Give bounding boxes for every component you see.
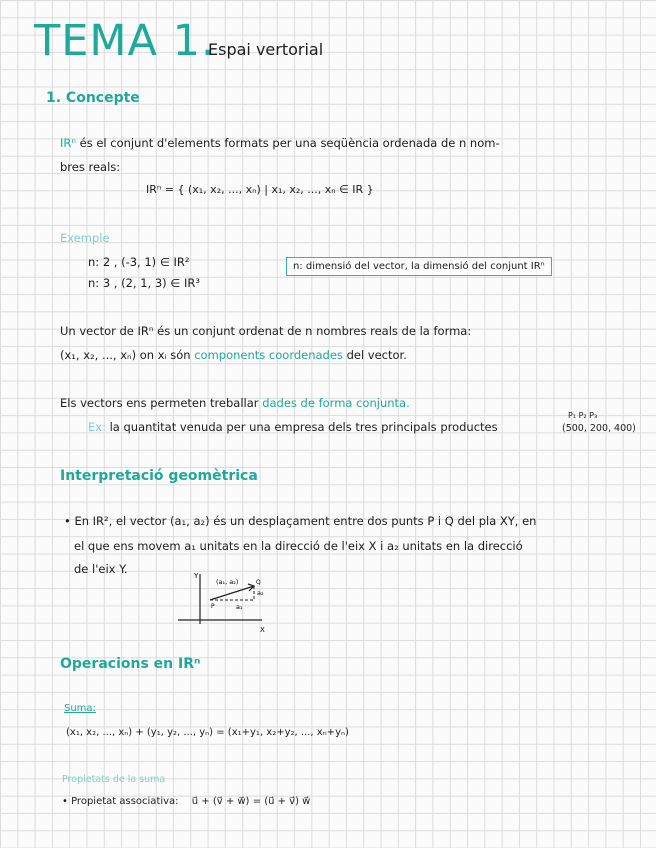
dimension-note-box: n: dimensió del vector, la dimensió del conjunt IRⁿ [286, 257, 552, 276]
diagram-p-label: P [211, 603, 215, 610]
operations-heading: Operacions en IRⁿ [60, 656, 201, 672]
concept-formula: IRⁿ = { (x₁, x₂, ..., xₙ) | x₁, x₂, ..., xₙ ∈ IR } [146, 183, 374, 196]
ex-label: Ex: [88, 420, 106, 434]
vector-def-text-a: (x₁, x₂, ..., xₙ) on xᵢ són [60, 348, 191, 362]
diagram-vector-label: (a₁, a₂) [216, 578, 239, 586]
concept-line1 [60, 138, 500, 150]
vectors-use-highlight: dades de forma conjunta. [262, 396, 410, 410]
vectors-use-text: Els vectors ens permeten treballar [60, 396, 259, 410]
prop-associative-formula: u⃗ + (v⃗ + w⃗) = (u⃗ + v⃗) w⃗ [191, 796, 311, 807]
vector-def-line2 [60, 350, 407, 362]
concept-heading: 1. Concepte [46, 90, 140, 106]
vector-def-text-b: del vector. [346, 348, 407, 362]
ex-values: (500, 200, 400) [562, 423, 636, 434]
sum-formula: (x₁, x₂, ..., xₙ) + (y₁, y₂, ..., yₙ) = (x₁+y₁, x₂+y₂, ..., xₙ+yₙ) [66, 727, 349, 738]
diagram-q-label: Q [256, 579, 261, 586]
vector-def-line1: Un vector de IRⁿ és un conjunt ordenat de n nombres reals de la forma: [60, 324, 472, 338]
example-line2: n: 3 , (2, 1, 3) ∈ IR³ [88, 276, 200, 290]
sum-label: Suma: [64, 703, 96, 714]
interpretation-heading: Interpretació geomètrica [60, 468, 258, 484]
example-sales-line [88, 422, 498, 434]
prop-associative-label: • Propietat associativa: [62, 796, 179, 807]
vector-diagram [170, 568, 280, 638]
diagram-a1-label: a₁ [236, 603, 243, 611]
page-subtitle: Espai vertorial [208, 40, 324, 59]
example-line1: n: 2 , (-3, 1) ∈ IR² [88, 255, 190, 269]
ex-product-labels: P₁ P₂ P₃ [568, 411, 598, 420]
prop-associative [62, 797, 310, 807]
example-label: Exemple [60, 231, 110, 245]
concept-symbol: IRⁿ [60, 136, 76, 150]
sum-properties-label: Propietats de la suma [62, 774, 166, 785]
interpretation-line1: • En IR², el vector (a₁, a₂) és un desplaçament entre dos punts P i Q del pla XY, en [64, 514, 537, 528]
vector-def-highlight: components coordenades [194, 348, 343, 362]
vectors-use-line [60, 398, 410, 410]
diagram-y-label: Y [194, 572, 199, 580]
concept-line2: bres reals: [60, 160, 121, 174]
vector-arrow [210, 586, 254, 600]
interpretation-line3: de l'eix Y. [74, 562, 128, 576]
concept-text: és el conjunt d'elements formats per una seqüència ordenada de n nom- [79, 136, 500, 150]
diagram-x-label: X [260, 626, 265, 634]
page-title: TEMA 1. [34, 16, 216, 66]
interpretation-line2: el que ens movem a₁ unitats en la direcció de l'eix X i a₂ unitats en la direcció [74, 539, 523, 553]
ex-text: la quantitat venuda per una empresa dels tres principals productes [109, 420, 498, 434]
diagram-a2-label: a₂ [257, 589, 264, 597]
